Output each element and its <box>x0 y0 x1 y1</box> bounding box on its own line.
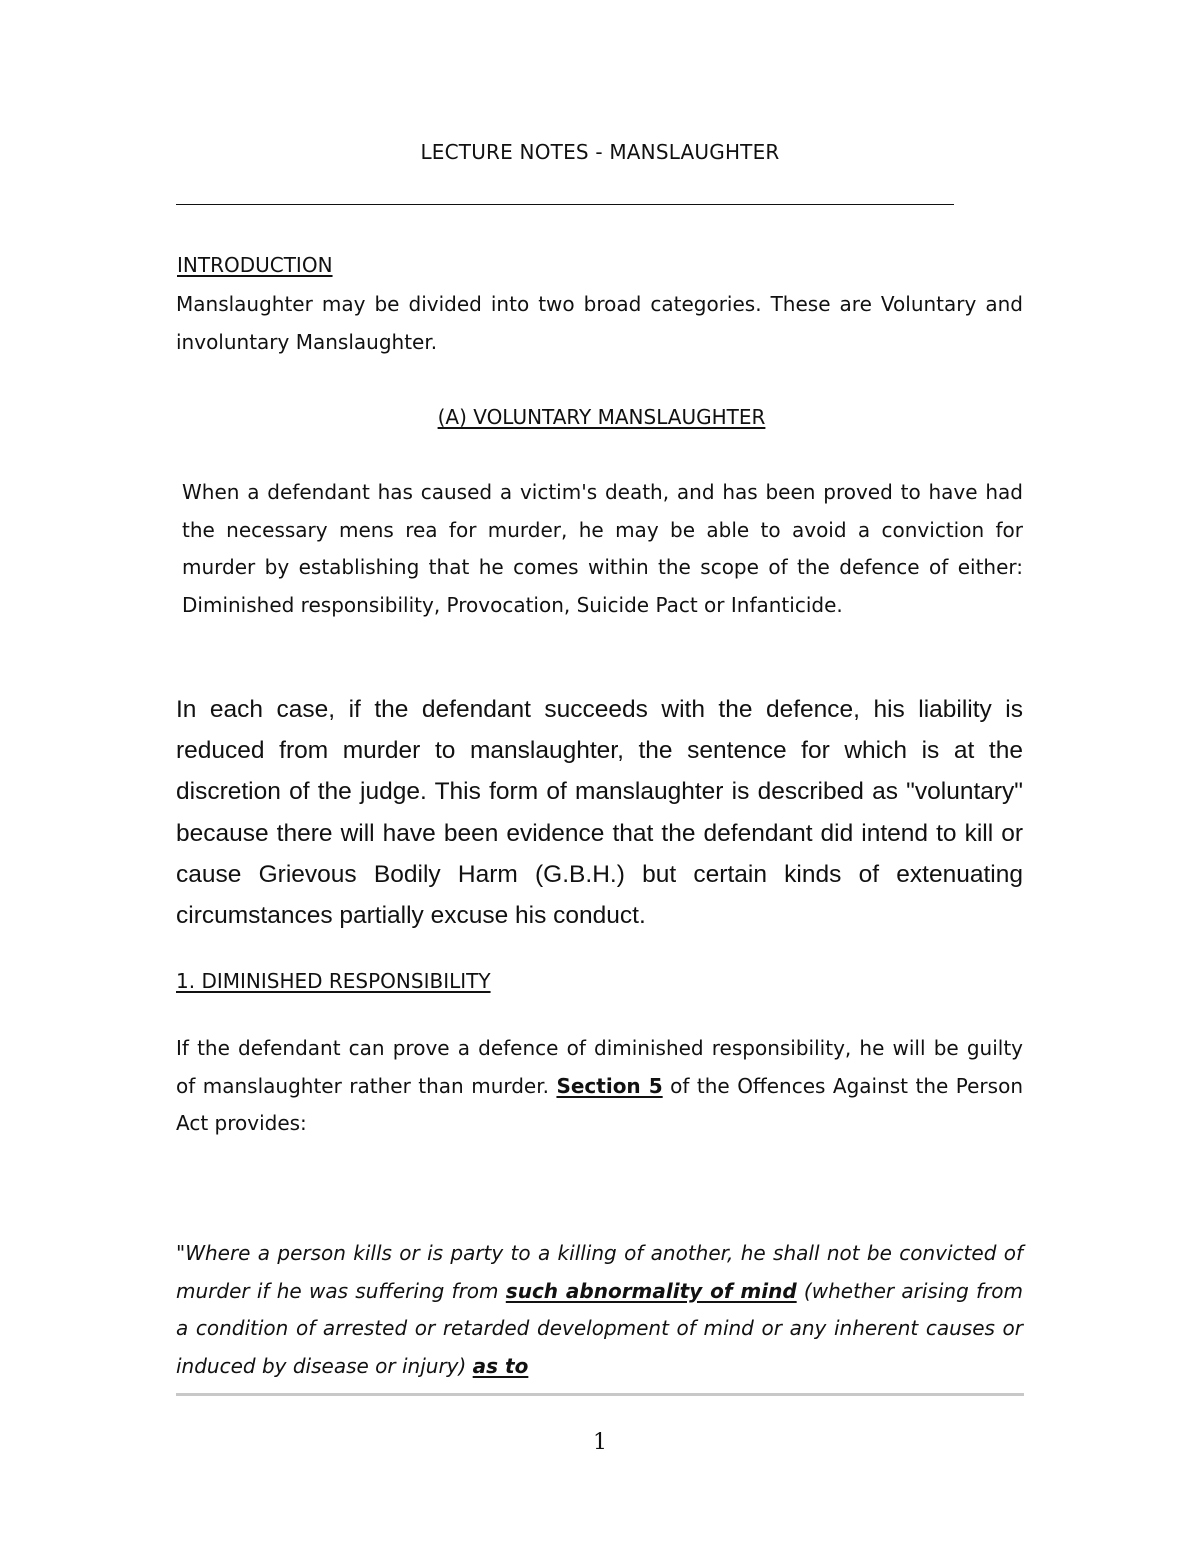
voluntary-manslaughter-heading: (A) VOLUNTARY MANSLAUGHTER <box>437 405 766 429</box>
introduction-paragraph: Manslaughter may be divided into two broad categories. These are Voluntary and involuntary Manslaughter. <box>176 292 1023 354</box>
statute-quote <box>176 1235 1023 1385</box>
quote-emphasis-abnormality: such abnormality of mind <box>505 1278 797 1303</box>
document-title: LECTURE NOTES - MANSLAUGHTER <box>420 140 780 164</box>
section-5-reference: Section 5 <box>556 1073 663 1098</box>
quote-emphasis-as-to: as to <box>472 1353 529 1378</box>
diminished-text-before: If the defendant can prove a defence of diminished responsibility, he will be guilty of manslaughter rather than murder. <box>176 1036 1023 1098</box>
title-divider <box>176 204 954 205</box>
diminished-text-after: of the Offences Against the Person Act provides: <box>176 1073 1023 1135</box>
introduction-heading: INTRODUCTION <box>177 253 333 277</box>
footer-divider <box>176 1393 1024 1396</box>
quote-part-1: "Where a person kills or is party to a killing of another, he shall not be convicted of murder if he was suffering from <box>176 1241 1023 1303</box>
voluntary-paragraph-2: In each case, if the defendant succeeds with the defence, his liability is reduced from murder to manslaughter, the sentence for which is at the discretion of the judge. This form of manslaughter is described as "voluntary" because there will have been evidence that the defendant did intend to kill or cause Grievous Bodily Harm (G.B.H.) but certain kinds of extenuating circumstances partially excuse his conduct. <box>176 696 1023 930</box>
page-number: 1 <box>593 1430 607 1455</box>
diminished-responsibility-heading: 1. DIMINISHED RESPONSIBILITY <box>176 969 491 993</box>
diminished-responsibility-paragraph <box>176 1030 1023 1143</box>
quote-part-2: (whether arising from a condition of arrested or retarded development of mind or any inherent causes or induced by disease or injury) <box>176 1278 1024 1378</box>
voluntary-paragraph-1: When a defendant has caused a victim's death, and has been proved to have had the necessary mens rea for murder, he may be able to avoid a conviction for murder by establishing that he comes within the scope of the defence of either: Diminished responsibility, Provocation, Suicide Pact or Infanticide. <box>182 480 1023 617</box>
